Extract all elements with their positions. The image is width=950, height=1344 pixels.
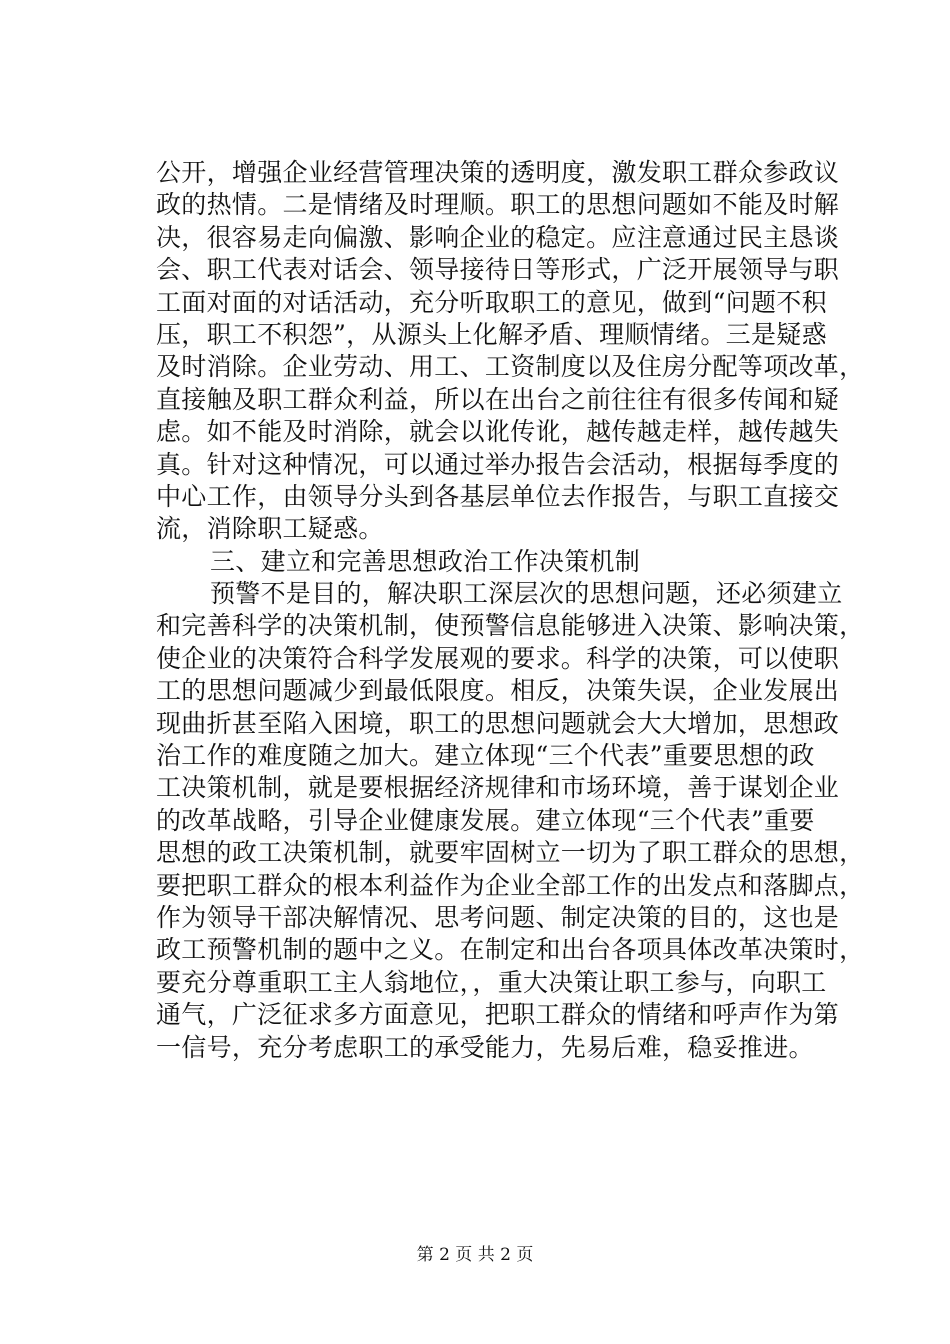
text-line: 流，消除职工疑惑。 xyxy=(156,514,384,544)
text-line: 政的热情。二是情绪及时理顺。职工的思想问题如不能及时解 xyxy=(156,190,840,220)
text-line: 会、职工代表对话会、领导接待日等形式，广泛开展领导与职 xyxy=(156,255,840,285)
text-line: 作为领导干部决解情况、思考问题、制定决策的目的，这也是 xyxy=(156,902,840,932)
text-line: 压，职工不积怨”，从源头上化解矛盾、理顺情绪。三是疑惑 xyxy=(156,319,827,349)
text-line: 的改革战略，引导企业健康发展。建立体现“三个代表”重要 xyxy=(156,805,815,835)
text-line: 工面对面的对话活动，充分听取职工的意见，做到“问题不积 xyxy=(156,287,827,317)
text-line: 工的思想问题减少到最低限度。相反，决策失误，企业发展出 xyxy=(156,676,840,706)
text-line: 政工预警机制的题中之义。在制定和出台各项具体改革决策时， xyxy=(156,935,865,965)
page-number-footer: 第 2 页 共 2 页 xyxy=(416,1245,534,1265)
text-line: 治工作的难度随之加大。建立体现“三个代表”重要思想的政 xyxy=(156,741,815,771)
text-line: 真。针对这种情况，可以通过举办报告会活动，根据每季度的 xyxy=(156,449,840,479)
text-line: 要充分尊重职工主人翁地位，，重大决策让职工参与，向职工 xyxy=(156,967,827,997)
text-line: 公开，增强企业经营管理决策的透明度，激发职工群众参政议 xyxy=(156,158,840,187)
text-line: 要把职工群众的根本利益作为企业全部工作的出发点和落脚点， xyxy=(156,870,865,900)
text-line: 中心工作，由领导分头到各基层单位去作报告，与职工直接交 xyxy=(156,481,840,511)
text-line: 决，很容易走向偏激、影响企业的稳定。应注意通过民主恳谈 xyxy=(156,222,840,252)
text-line: 思想的政工决策机制，就要牢固树立一切为了职工群众的思想， xyxy=(156,838,865,868)
paragraph-first-line: 预警不是目的，解决职工深层次的思想问题，还必须建立 xyxy=(210,579,843,609)
text-line: 和完善科学的决策机制，使预警信息能够进入决策、影响决策， xyxy=(156,611,865,641)
text-line: 虑。如不能及时消除，就会以讹传讹，越传越走样，越传越失 xyxy=(156,417,840,447)
document-body xyxy=(156,157,865,1064)
text-line: 及时消除。企业劳动、用工、工资制度以及住房分配等项改革， xyxy=(156,352,865,382)
text-line: 工决策机制，就是要根据经济规律和市场环境，善于谋划企业 xyxy=(156,773,840,803)
text-line: 一信号，充分考虑职工的承受能力，先易后难，稳妥推进。 xyxy=(156,1032,814,1062)
text-line: 直接触及职工群众利益，所以在出台之前往往有很多传闻和疑 xyxy=(156,384,840,414)
text-line: 现曲折甚至陷入困境，职工的思想问题就会大大增加，思想政 xyxy=(156,708,840,738)
text-line: 使企业的决策符合科学发展观的要求。科学的决策，可以使职 xyxy=(156,643,840,673)
text-line: 通气，广泛征求多方面意见，把职工群众的情绪和呼声作为第 xyxy=(156,1000,840,1030)
section-heading: 三、建立和完善思想政治工作决策机制 xyxy=(210,546,641,576)
